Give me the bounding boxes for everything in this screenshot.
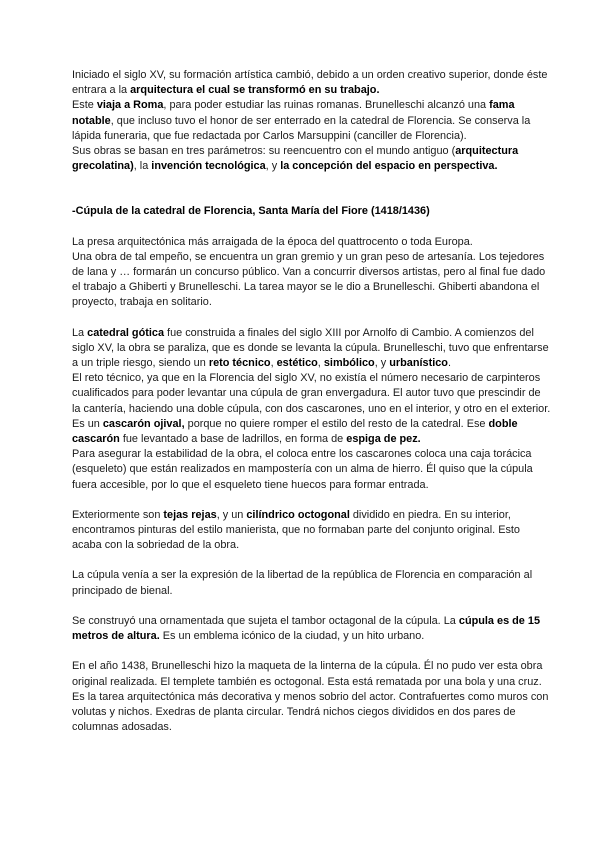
bold-text: reto técnico [208,357,271,370]
paragraph [72,68,552,98]
bold-text: viaja a Roma [96,99,164,112]
text-run: , [317,357,324,370]
text-run: Sus obras se basan en tres parámetros: su reencuentro con el mundo antiguo ( [72,145,456,158]
text-run: fue construida a finales del siglo XIII por Arnolfo di Cambio. A comienzos del siglo XV, la obra se paraliza, que es donde se levanta la cúpula. Brunelleschi, tuvo que enfrentarse a un triple riesgo, siendo un [72,326,549,370]
bold-text: espiga de pez. [346,433,421,446]
intro-block [72,68,552,174]
text-run: Es la tarea arquitectónica más decorativa y menos sobrio del actor. Contrafuertes como muros con volutas y nichos. Exedras de planta circular. Tendrá nichos ciegos divididos en dos pares de columnas adosadas. [72,690,549,734]
section-block [72,326,552,493]
text-run: , y [374,357,390,370]
body-sections [72,220,552,736]
spacer [72,599,552,614]
section-block [72,508,552,554]
text-run: , y [265,160,281,173]
spacer [72,493,552,508]
text-run: Este [72,99,97,112]
spacer [72,174,552,204]
bold-text: urbanístico [389,357,448,370]
text-run: , que incluso tuvo el honor de ser enterrado en la catedral de Florencia. Se conserva la lápida funeraria, que fue redactada por Carlos Marsuppini (canciller de Florencia). [72,114,531,142]
text-run: , y un [216,508,247,521]
section-block [72,235,552,311]
paragraph [72,614,552,644]
paragraph [72,235,552,250]
bold-text: catedral gótica [87,326,165,339]
text-run: Para asegurar la estabilidad de la obra, el coloca entre los cascarones coloca una caja torácica (esqueleto) que están realizados en mampostería con un alma de hierro. Él quiso que la cúpula fuera accesible, por lo que el esqueleto tiene huecos para formar entrada. [72,448,533,491]
paragraph [72,447,552,493]
bold-text: cascarón ojival, [102,417,185,430]
text-run: fue levantado a base de ladrillos, en forma de [119,433,347,446]
paragraph [72,508,552,554]
paragraph [72,144,552,174]
bold-text: la concepción del espacio en perspectiva. [280,160,498,173]
paragraph [72,98,552,144]
text-run: La presa arquitectónica más arraigada de la época del quattrocento o toda Europa. [72,235,473,248]
text-run: El reto técnico, ya que en la Florencia del siglo XV, no existía el número necesario de carpinteros cualificados para poder levantar una cúpula de gran envergadura. El autor tuvo que prescindir de la cantería, haciendo una doble cúpula, con dos cascarones, uno en el interior, y otro en el exterior. Es un [72,372,551,430]
text-run: . [447,357,451,370]
bold-text: cilíndrico octogonal [246,508,350,521]
text-run: Una obra de tal empeño, se encuentra un gran gremio y un gran peso de artesanía. Los tejedores de lana y … formarán un concurso público. Van a concurrir diversos artistas, pero al final fue dado el trabajo a Ghiberti y Brunelleschi. La tarea mayor se le dio a Brunelleschi. Ghiberti abandona el proyecto, trabaja en solitario. [72,250,546,309]
text-run: porque no quiere romper el estilo del resto de la catedral. Ese [184,417,489,430]
bold-text: arquitectura grecolatina) [72,145,519,173]
text-run: dividido en piedra. En su interior, encontramos pinturas del estilo manierista, que no formaban parte del conjunto original. Esto acaba con la sobriedad de la obra. [72,508,520,552]
section-block [72,659,552,735]
spacer [72,553,552,568]
spacer [72,311,552,326]
text-run: La cúpula venía a ser la expresión de la libertad de la república de Florencia en comparación al principado de bienal. [72,569,533,597]
text-run: Exteriormente son [72,508,164,521]
paragraph [72,326,552,372]
bold-text: simbólico [323,357,375,370]
bold-text: fama notable [72,99,515,127]
bold-text: doble cascarón [72,417,518,446]
spacer [72,220,552,235]
section-heading: -Cúpula de la catedral de Florencia, Santa María del Fiore (1418/1436) [72,205,430,218]
text-run: , para poder estudiar las ruinas romanas. Brunelleschi alcanzó una [163,99,490,112]
paragraph [72,690,552,736]
text-run: , [270,357,277,370]
paragraph [72,371,552,447]
section-block [72,614,552,644]
paragraph [72,568,552,598]
text-run: En el año 1438, Brunelleschi hizo la maqueta de la linterna de la cúpula. Él no pudo ver esta obra original realizada. El templete también es octogonal. Esta está rematada por una bola y una cruz. [72,660,543,688]
text-run: Es un emblema icónico de la ciudad, y un hito urbano. [159,630,425,643]
bold-text: estético [276,357,318,370]
text-run: La [72,326,88,339]
bold-text: invención tecnológica [151,160,266,173]
paragraph [72,250,552,311]
bold-text: tejas rejas [163,508,217,521]
text-run: Iniciado el siglo XV, su formación artística cambió, debido a un orden creativo superior, donde éste entrara a la [72,69,548,97]
section-block [72,568,552,598]
spacer [72,644,552,659]
text-run: , la [133,160,152,173]
text-run: Se construyó una ornamentada que sujeta el tambor octagonal de la cúpula. La [72,614,459,627]
paragraph [72,659,552,689]
bold-text: cúpula es de 15 metros de altura. [72,614,541,643]
bold-text: arquitectura el cual se transformó en su trabajo. [130,84,380,97]
